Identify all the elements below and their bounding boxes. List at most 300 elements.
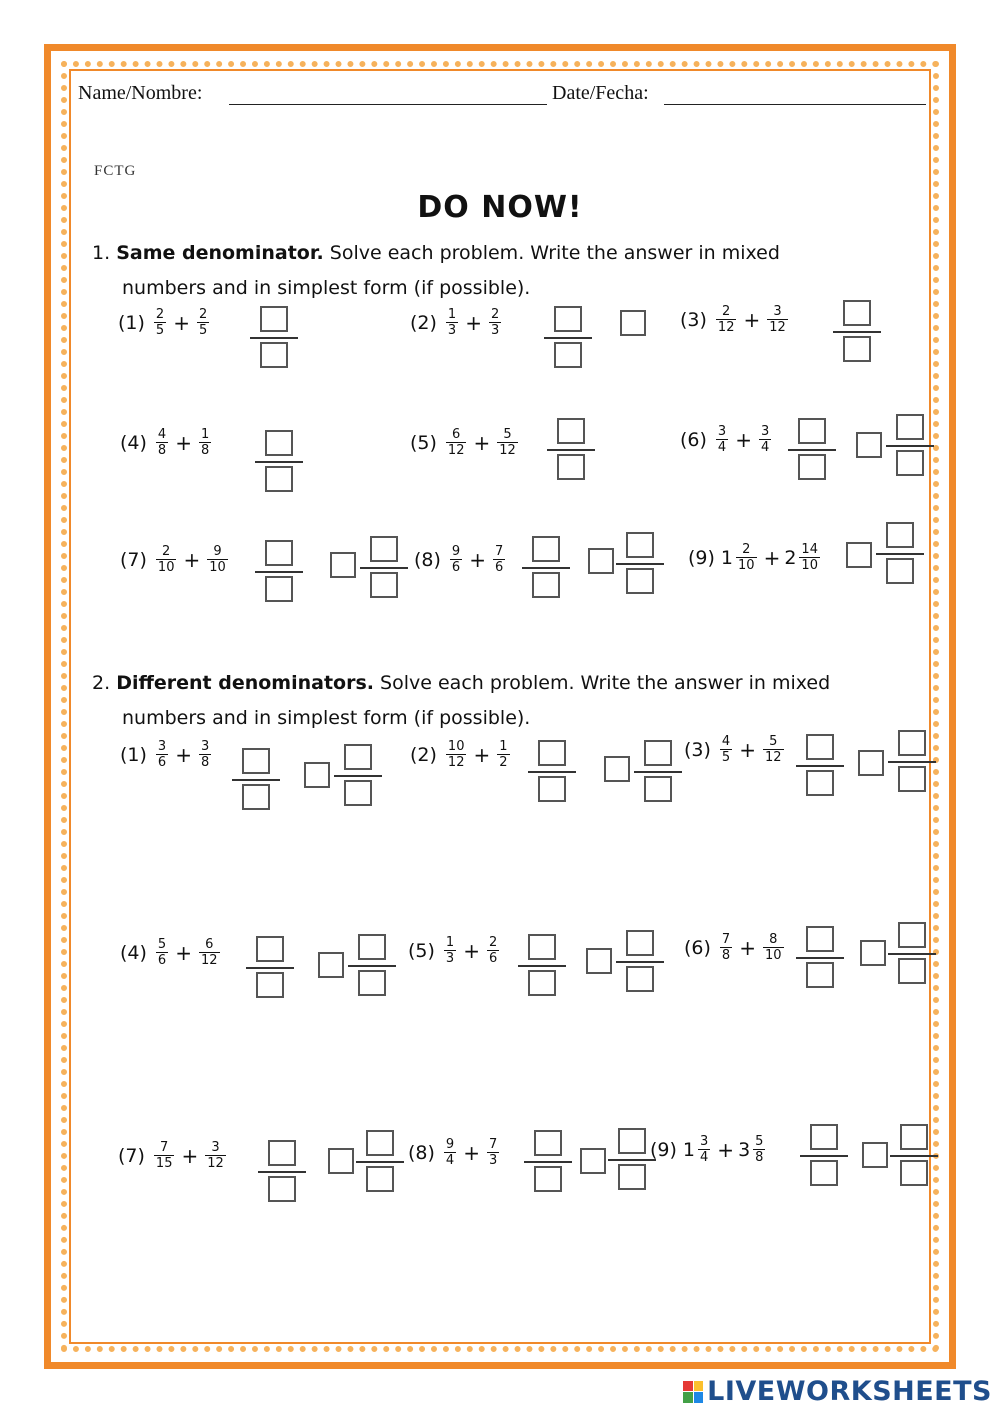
numerator: 10: [447, 739, 465, 754]
problem-expression: [684, 734, 787, 765]
problem-expression: [120, 937, 223, 968]
section2-instructions: 2. Different denominators. Solve each problem. Write the answer in mixed numbers and in simplest form (if possible).: [92, 672, 831, 729]
fraction: [444, 1137, 456, 1168]
fraction-bar: [888, 761, 936, 763]
denominator-input-box[interactable]: [554, 342, 582, 368]
whole-number-input-box[interactable]: [856, 432, 882, 458]
fraction: [199, 427, 211, 458]
numerator: 1: [499, 739, 508, 754]
denominator-input-box[interactable]: [898, 766, 926, 792]
numerator: 4: [157, 427, 167, 442]
answer-fraction: [334, 744, 382, 806]
answer-fraction: [518, 934, 566, 996]
fraction: [450, 544, 462, 575]
answer-fraction: [348, 934, 396, 996]
answer-fraction: [255, 430, 303, 492]
numerator: 3: [200, 739, 210, 754]
fraction: [497, 739, 509, 770]
denominator-input-box[interactable]: [626, 966, 654, 992]
plus-sign: +: [469, 547, 486, 572]
numerator-input-box[interactable]: [358, 934, 386, 960]
fraction-bar: [634, 771, 682, 773]
problem-expression: [414, 544, 508, 575]
numerator-input-box[interactable]: [626, 930, 654, 956]
denominator: 12: [769, 320, 786, 335]
problem-expression: [684, 932, 787, 963]
numerator-input-box[interactable]: [618, 1128, 646, 1154]
denominator-input-box[interactable]: [798, 454, 826, 480]
answer-fraction: [800, 1124, 848, 1186]
problem-number: (1): [118, 311, 145, 334]
problem-number: (6): [680, 428, 707, 451]
numerator-input-box[interactable]: [898, 922, 926, 948]
answer-fraction: [522, 536, 570, 598]
plus-sign: +: [181, 1143, 199, 1168]
fraction-bar: [522, 567, 570, 569]
problem-number: (3): [680, 308, 707, 331]
denominator-input-box[interactable]: [843, 336, 871, 362]
fraction: [489, 307, 501, 338]
answer-fraction: [796, 926, 844, 988]
denominator: 5: [155, 323, 165, 338]
answer-fraction: [250, 306, 298, 368]
problem-number: (6): [684, 936, 711, 959]
numerator: 14: [801, 542, 818, 557]
whole-number-input-box[interactable]: [858, 750, 884, 776]
fraction-bar: [616, 563, 664, 565]
whole-number-input-box[interactable]: [580, 1148, 606, 1174]
numerator-input-box[interactable]: [554, 306, 582, 332]
fraction-bar: [255, 571, 303, 573]
fraction: [497, 427, 518, 458]
numerator: 7: [488, 1137, 498, 1152]
fraction-bar: [788, 449, 836, 451]
denominator-input-box[interactable]: [557, 454, 585, 480]
denominator: 6: [157, 755, 167, 770]
fraction: [716, 304, 737, 335]
plus-sign: +: [739, 737, 756, 762]
whole-number-input-box[interactable]: [862, 1142, 888, 1168]
fraction-bar: [356, 1161, 404, 1163]
plus-sign: +: [473, 430, 491, 455]
answer-fraction: [356, 1130, 404, 1192]
fraction: [720, 734, 732, 765]
fraction-bar: [258, 1171, 306, 1173]
plus-sign: +: [175, 940, 192, 965]
denominator-input-box[interactable]: [896, 450, 924, 476]
denominator-input-box[interactable]: [242, 784, 270, 810]
denominator-input-box[interactable]: [532, 572, 560, 598]
whole-number: 1: [682, 1138, 696, 1161]
fraction-bar: [250, 337, 298, 339]
numerator-input-box[interactable]: [260, 306, 288, 332]
problem-expression: [680, 424, 774, 455]
numerator: 7: [494, 544, 504, 559]
fraction: [207, 544, 228, 575]
denominator-input-box[interactable]: [898, 958, 926, 984]
numerator: 8: [769, 932, 778, 947]
fraction-bar: [544, 337, 592, 339]
denominator: 10: [209, 560, 226, 575]
liveworksheets-icon: [683, 1381, 703, 1403]
plus-sign: +: [473, 742, 491, 767]
denominator: 8: [755, 1150, 764, 1165]
numerator: 5: [755, 1134, 764, 1149]
fraction-bar: [547, 449, 595, 451]
denominator-input-box[interactable]: [644, 776, 672, 802]
fraction: [487, 1137, 499, 1168]
fraction-bar: [886, 445, 934, 447]
denominator: 12: [764, 750, 782, 765]
numerator: 5: [503, 427, 512, 442]
fraction: [156, 739, 168, 770]
denominator: 6: [157, 953, 167, 968]
denominator-input-box[interactable]: [538, 776, 566, 802]
fraction-bar: [524, 1161, 572, 1163]
denominator-input-box[interactable]: [256, 972, 284, 998]
fraction: [763, 932, 784, 963]
plus-sign: +: [463, 1140, 480, 1165]
answer-fraction: [616, 532, 664, 594]
fraction: [154, 307, 166, 338]
plus-sign: +: [735, 427, 752, 452]
numerator-input-box[interactable]: [843, 300, 871, 326]
fraction-bar: [616, 961, 664, 963]
page-title: DO NOW!: [417, 190, 583, 225]
fraction: [154, 1140, 175, 1171]
denominator: 6: [488, 951, 498, 966]
numerator-input-box[interactable]: [806, 734, 834, 760]
numerator: 2: [490, 307, 500, 322]
answer-fraction: [890, 1124, 938, 1186]
fraction: [156, 427, 168, 458]
numerator: 7: [721, 932, 731, 947]
fraction-bar: [888, 953, 936, 955]
problem-number: (4): [120, 431, 147, 454]
numerator-input-box[interactable]: [538, 740, 566, 766]
problem-number: (8): [408, 1141, 435, 1164]
fraction-bar: [833, 331, 881, 333]
problem-number: (1): [120, 743, 147, 766]
answer-fraction: [876, 522, 924, 584]
fraction-bar: [246, 967, 294, 969]
numerator-input-box[interactable]: [806, 926, 834, 952]
problem-number: (3): [684, 738, 711, 761]
denominator-input-box[interactable]: [626, 568, 654, 594]
fraction-bar: [890, 1155, 938, 1157]
fraction-bar: [608, 1159, 656, 1161]
plus-sign: +: [743, 307, 761, 332]
whole-number-input-box[interactable]: [586, 948, 612, 974]
answer-fraction: [360, 536, 408, 598]
problem-number: (9): [688, 546, 715, 569]
answer-fraction: [246, 936, 294, 998]
denominator-input-box[interactable]: [900, 1160, 928, 1186]
numerator-input-box[interactable]: [532, 536, 560, 562]
denominator-input-box[interactable]: [528, 970, 556, 996]
numerator-input-box[interactable]: [265, 430, 293, 456]
numerator: 5: [769, 734, 778, 749]
denominator: 15: [155, 1156, 173, 1171]
numerator-input-box[interactable]: [896, 414, 924, 440]
fraction-bar: [232, 779, 280, 781]
answer-fraction: [888, 730, 936, 792]
numerator-input-box[interactable]: [886, 522, 914, 548]
problem-expression: [410, 427, 521, 458]
name-field[interactable]: [229, 104, 547, 105]
numerator: 3: [157, 739, 167, 754]
fraction-bar: [800, 1155, 848, 1157]
whole-number-input-box[interactable]: [620, 310, 646, 336]
problem-number: (5): [410, 431, 437, 454]
denominator: 3: [490, 323, 500, 338]
denominator-input-box[interactable]: [618, 1164, 646, 1190]
numerator: 1: [447, 307, 457, 322]
problem-expression: [650, 1134, 768, 1165]
fraction: [199, 739, 211, 770]
whole-number-input-box[interactable]: [860, 940, 886, 966]
numerator-input-box[interactable]: [798, 418, 826, 444]
numerator: 6: [452, 427, 461, 442]
denominator-input-box[interactable]: [534, 1166, 562, 1192]
denominator-input-box[interactable]: [806, 770, 834, 796]
denominator-input-box[interactable]: [358, 970, 386, 996]
plus-sign: +: [763, 545, 781, 570]
answer-fraction: [833, 300, 881, 362]
numerator: 2: [488, 935, 498, 950]
brand-logo: LIVEWORKSHEETS: [683, 1376, 992, 1407]
numerator-input-box[interactable]: [268, 1140, 296, 1166]
numerator-input-box[interactable]: [528, 934, 556, 960]
denominator-input-box[interactable]: [370, 572, 398, 598]
worksheet-code: FCTG: [94, 163, 137, 179]
problem-number: (9): [650, 1138, 677, 1161]
plus-sign: +: [463, 938, 480, 963]
answer-fraction: [258, 1140, 306, 1202]
fraction: [736, 542, 757, 573]
denominator: 8: [200, 443, 210, 458]
fraction: [753, 1134, 765, 1165]
denominator-input-box[interactable]: [366, 1166, 394, 1192]
numerator: 2: [198, 307, 208, 322]
numerator-input-box[interactable]: [626, 532, 654, 558]
numerator: 9: [213, 544, 222, 559]
denominator: 4: [760, 440, 770, 455]
fraction: [493, 544, 505, 575]
denominator-input-box[interactable]: [260, 342, 288, 368]
problem-number: (4): [120, 941, 147, 964]
answer-fraction: [544, 306, 592, 368]
plus-sign: +: [465, 310, 482, 335]
problem-number: (7): [118, 1144, 145, 1167]
numerator: 5: [157, 937, 167, 952]
date-label: Date/Fecha:: [552, 82, 649, 104]
fraction: [156, 937, 168, 968]
fraction: [759, 424, 771, 455]
fraction-bar: [334, 775, 382, 777]
whole-number-input-box[interactable]: [846, 542, 872, 568]
numerator-input-box[interactable]: [810, 1124, 838, 1150]
fraction-bar: [876, 553, 924, 555]
fraction: [446, 739, 467, 770]
numerator: 2: [162, 544, 171, 559]
plus-sign: +: [175, 742, 192, 767]
answer-fraction: [634, 740, 682, 802]
numerator-input-box[interactable]: [644, 740, 672, 766]
fraction-bar: [796, 957, 844, 959]
section1-instructions: 1. Same denominator. Solve each problem. Write the answer in mixed numbers and in simplest form (if possible).: [92, 242, 780, 299]
numerator: 1: [200, 427, 210, 442]
numerator-input-box[interactable]: [534, 1130, 562, 1156]
denominator: 12: [447, 443, 465, 458]
denominator-input-box[interactable]: [886, 558, 914, 584]
numerator-input-box[interactable]: [265, 540, 293, 566]
denominator: 8: [157, 443, 167, 458]
denominator: 3: [447, 323, 457, 338]
plus-sign: +: [739, 935, 756, 960]
problem-number: (2): [410, 311, 437, 334]
denominator: 3: [445, 951, 455, 966]
fraction: [763, 734, 784, 765]
answer-fraction: [888, 922, 936, 984]
problem-number: (2): [410, 743, 437, 766]
numerator: 3: [211, 1140, 220, 1155]
problem-expression: [120, 544, 231, 575]
problem-expression: [680, 304, 791, 335]
numerator-input-box[interactable]: [256, 936, 284, 962]
denominator: 6: [451, 560, 461, 575]
problem-expression: [120, 739, 214, 770]
problem-expression: [120, 427, 214, 458]
problem-expression: [408, 935, 502, 966]
plus-sign: +: [717, 1137, 735, 1162]
denominator: 10: [157, 560, 175, 575]
fraction: [156, 544, 177, 575]
denominator: 12: [200, 953, 218, 968]
denominator: 2: [499, 755, 508, 770]
fraction: [799, 542, 820, 573]
problem-number: (5): [408, 939, 435, 962]
problem-number: (8): [414, 548, 441, 571]
denominator: 5: [721, 750, 731, 765]
denominator: 12: [499, 443, 516, 458]
numerator: 7: [160, 1140, 169, 1155]
denominator: 4: [700, 1150, 709, 1165]
whole-number-input-box[interactable]: [328, 1148, 354, 1174]
answer-fraction: [232, 748, 280, 810]
fraction: [446, 427, 467, 458]
numerator-input-box[interactable]: [366, 1130, 394, 1156]
denominator: 12: [447, 755, 465, 770]
denominator-input-box[interactable]: [806, 962, 834, 988]
whole-number-input-box[interactable]: [330, 552, 356, 578]
answer-fraction: [524, 1130, 572, 1192]
denominator: 4: [717, 440, 727, 455]
denominator: 12: [207, 1156, 224, 1171]
fraction: [720, 932, 732, 963]
answer-fraction: [255, 540, 303, 602]
denominator-input-box[interactable]: [265, 466, 293, 492]
numerator-input-box[interactable]: [898, 730, 926, 756]
denominator: 8: [721, 948, 731, 963]
denominator: 10: [764, 948, 782, 963]
numerator: 6: [205, 937, 214, 952]
date-field[interactable]: [664, 104, 926, 105]
numerator: 3: [773, 304, 782, 319]
problem-expression: [118, 1140, 229, 1171]
fraction: [698, 1134, 710, 1165]
answer-fraction: [796, 734, 844, 796]
answer-fraction: [886, 414, 934, 476]
plus-sign: +: [175, 430, 192, 455]
fraction: [205, 1140, 226, 1171]
fraction: [197, 307, 209, 338]
numerator-input-box[interactable]: [557, 418, 585, 444]
numerator: 2: [722, 304, 731, 319]
denominator: 3: [488, 1153, 498, 1168]
whole-number: 3: [738, 1138, 751, 1161]
whole-number-input-box[interactable]: [304, 762, 330, 788]
denominator-input-box[interactable]: [265, 576, 293, 602]
denominator: 10: [801, 558, 818, 573]
denominator-input-box[interactable]: [344, 780, 372, 806]
numerator: 1: [445, 935, 455, 950]
problem-number: (7): [120, 548, 147, 571]
numerator-input-box[interactable]: [242, 748, 270, 774]
denominator-input-box[interactable]: [268, 1176, 296, 1202]
numerator: 9: [451, 544, 461, 559]
numerator: 2: [155, 307, 165, 322]
problem-expression: [410, 307, 504, 338]
name-label: Name/Nombre:: [78, 82, 203, 104]
whole-number-input-box[interactable]: [318, 952, 344, 978]
fraction-bar: [360, 567, 408, 569]
numerator: 3: [700, 1134, 709, 1149]
plus-sign: +: [173, 310, 190, 335]
plus-sign: +: [183, 547, 201, 572]
fraction: [444, 935, 456, 966]
problem-expression: [688, 542, 823, 573]
fraction-bar: [796, 765, 844, 767]
denominator: 12: [717, 320, 735, 335]
answer-fraction: [616, 930, 664, 992]
numerator-input-box[interactable]: [344, 744, 372, 770]
fraction: [487, 935, 499, 966]
problem-expression: [410, 739, 513, 770]
denominator: 4: [445, 1153, 455, 1168]
whole-number-input-box[interactable]: [604, 756, 630, 782]
fraction: [767, 304, 788, 335]
fraction-bar: [348, 965, 396, 967]
fraction-bar: [255, 461, 303, 463]
whole-number-input-box[interactable]: [588, 548, 614, 574]
answer-fraction: [608, 1128, 656, 1190]
fraction: [199, 937, 220, 968]
answer-fraction: [547, 418, 595, 480]
denominator-input-box[interactable]: [810, 1160, 838, 1186]
numerator-input-box[interactable]: [370, 536, 398, 562]
problem-expression: [408, 1137, 502, 1168]
numerator: 9: [445, 1137, 455, 1152]
fraction-bar: [528, 771, 576, 773]
whole-number: 2: [784, 546, 797, 569]
fraction: [716, 424, 728, 455]
fraction: [446, 307, 458, 338]
numerator: 3: [760, 424, 770, 439]
whole-number: 1: [720, 546, 734, 569]
numerator-input-box[interactable]: [900, 1124, 928, 1150]
denominator: 10: [738, 558, 755, 573]
